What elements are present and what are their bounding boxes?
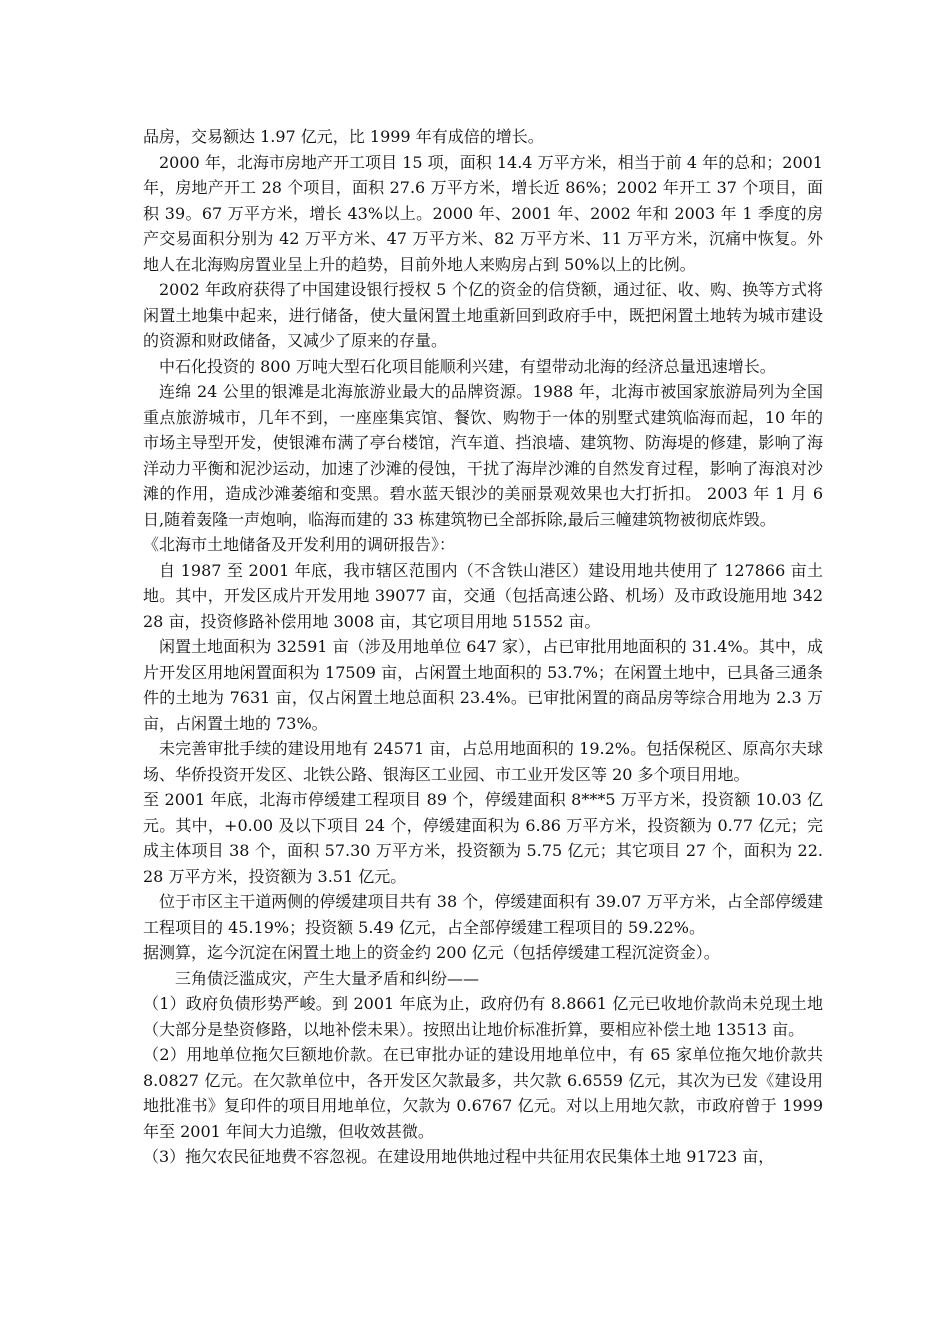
list-item-3: （3）拖欠农民征地费不容忽视。在建设用地供地过程中共征用农民集体土地 91723 亩， xyxy=(143,1147,775,1166)
paragraph-10: 至 2001 年底，北海市停缓建工程项目 89 个，停缓建面积 8***5 万平方米，投资额 10.03 亿元。其中，+0.00 及以下项目 24 个，停缓建面积为 6.86 万平方米，投资额为 0.77 亿元；完成主体项目 38 个，面积 57.30 万平方米，投资额为 5.75 亿元；其它项目 27 个，面积为 22.28 万平方米，投资额为 3.51 亿元。 xyxy=(143,790,823,886)
list-item-2: （2）用地单位拖欠巨额地价款。在已审批办证的建设用地单位中，有 65 家单位拖欠地价款共 8.0827 亿元。在欠款单位中，各开发区欠款最多，共欠款 6.6559 亿元，其次为已发《建设用地批准书》复印件的项目用地单位，欠款为 0.6767 亿元。对以上用地欠款，市政府曾于 1999 年至 2001 年间大力追缴，但收效甚微。 xyxy=(143,1045,823,1141)
paragraph-8: 闲置土地面积为 32591 亩（涉及用地单位 647 家），占已审批用地面积的 31.4%。其中，成片开发区用地闲置面积为 17509 亩，占闲置土地面积的 53.7%；在闲置土地中，已具备三通条件的土地为 7631 亩，仅占闲置土地总面积 23.4%。已审批闲置的商品房等综合用地为 2.3 万亩，占闲置土地的 73%。 xyxy=(143,637,823,733)
document-page xyxy=(143,124,823,1170)
paragraph-5: 连绵 24 公里的银滩是北海旅游业最大的品牌资源。1988 年，北海市被国家旅游局列为全国重点旅游城市，几年不到，一座座集宾馆、餐饮、购物于一体的别墅式建筑临海而起，10 年的市场主导型开发，使银滩布满了亭台楼馆，汽车道、挡浪墙、建筑物、防海堤的修建，影响了海洋动力平衡和泥沙运动，加速了沙滩的侵蚀，干扰了海岸沙滩的自然发育过程，影响了海浪对沙滩的作用，造成沙滩萎缩和变黑。碧水蓝天银沙的美丽景观效果也大打折扣。 2003 年 1 月 6 日,随着轰隆一声炮响，临海而建的 33 栋建筑物已全部拆除,最后三幢建筑物被彻底炸毁。 xyxy=(143,382,823,529)
paragraph-11: 位于市区主干道两侧的停缓建项目共有 38 个，停缓建面积有 39.07 万平方米，占全部停缓建工程项目的 45.19%；投资额 5.49 亿元，占全部停缓建工程项目的 59.22%。 xyxy=(143,892,823,937)
list-item-1: （1）政府负债形势严峻。到 2001 年底为止，政府仍有 8.8661 亿元已收地价款尚未兑现土地（大部分是垫资修路，以地补偿未果）。按照出让地价标准折算，要相应补偿土地 13513 亩。 xyxy=(143,994,823,1039)
paragraph-9: 未完善审批手续的建设用地有 24571 亩，占总用地面积的 19.2%。包括保税区、原高尔夫球场、华侨投资开发区、北铁公路、银海区工业园、市工业开发区等 20 多个项目用地。 xyxy=(143,739,823,784)
paragraph-2: 2000 年，北海市房地产开工项目 15 项，面积 14.4 万平方米，相当于前 4 年的总和；2001 年，房地产开工 28 个项目，面积 27.6 万平方米，增长近 86%；2002 年开工 37 个项目，面积 39。67 万平方米，增长 43%以上。2000 年、2001 年、2002 年和 2003 年 1 季度的房产交易面积分别为 42 万平方米、47 万平方米、82 万平方米、11 万平方米，沉痛中恢复。外地人在北海购房置业呈上升的趋势，目前外地人来购房占到 50%以上的比例。 xyxy=(143,152,823,274)
paragraph-3: 2002 年政府获得了中国建设银行授权 5 个亿的资金的信贷额，通过征、收、购、换等方式将闲置土地集中起来，进行储备，使大量闲置土地重新回到政府手中，既把闲置土地转为城市建设的资源和财政储备，又减少了原来的存量。 xyxy=(143,280,823,350)
report-title: 《北海市土地储备及开发利用的调研报告》： xyxy=(143,535,456,554)
paragraph-7: 自 1987 至 2001 年底，我市辖区范围内（不含铁山港区）建设用地共使用了 127866 亩土地。其中，开发区成片开发用地 39077 亩，交通（包括高速公路、机场）及市政设施用地 34228 亩，投资修路补偿用地 3008 亩，其它项目用地 51552 亩。 xyxy=(143,560,823,631)
paragraph-12: 据测算，迄今沉淀在闲置土地上的资金约 200 亿元（包括停缓建工程沉淀资金）。 xyxy=(143,943,720,962)
paragraph-1: 品房，交易额达 1.97 亿元，比 1999 年有成倍的增长。 xyxy=(143,127,544,146)
section-heading: 三角债泛滥成灾，产生大量矛盾和纠纷—— xyxy=(175,968,480,988)
paragraph-4: 中石化投资的 800 万吨大型石化项目能顺利兴建，有望带动北海的经济总量迅速增长。 xyxy=(159,356,776,376)
